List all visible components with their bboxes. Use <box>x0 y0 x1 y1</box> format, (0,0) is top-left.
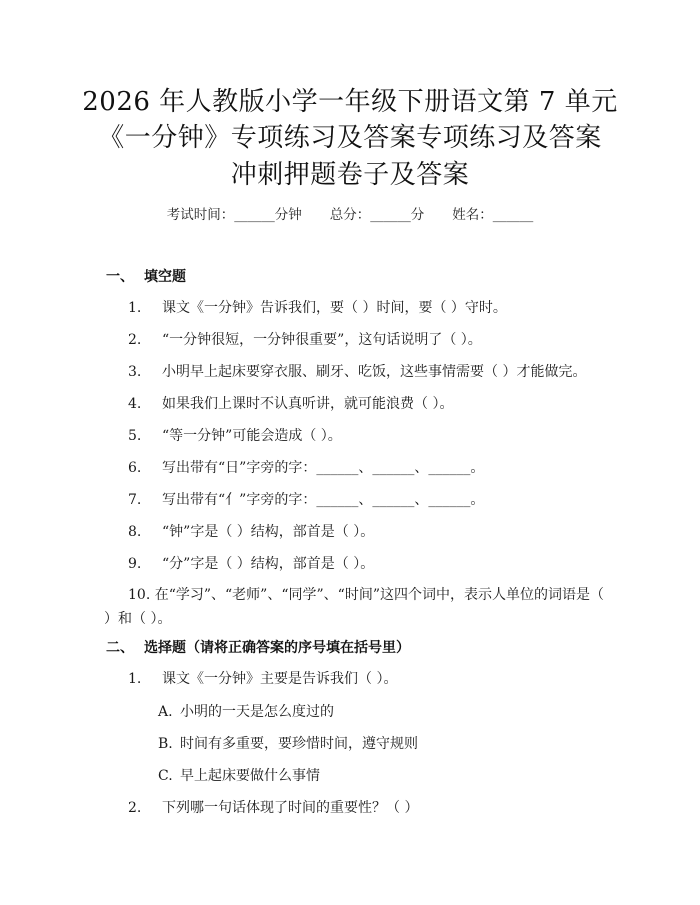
question-number: 4. <box>128 396 142 412</box>
question-text: 课文《一分钟》主要是告诉我们（ ）。 <box>162 671 398 687</box>
fill-question-6 <box>128 458 608 478</box>
section-1-title: 填空题 <box>144 269 186 285</box>
question-number: 7. <box>128 492 142 508</box>
choice-question-2 <box>128 798 608 818</box>
section-2-number: 二、 <box>106 640 134 656</box>
question-number: 6. <box>128 460 142 476</box>
question-number: 1. <box>128 300 142 316</box>
fill-question-9 <box>128 554 608 574</box>
option-label: C. <box>158 768 173 784</box>
question-text: 如果我们上课时不认真听讲，就可能浪费（ ）。 <box>162 396 454 412</box>
choice-question-1 <box>128 669 608 689</box>
section-2-title: 选择题（请将正确答案的序号填在括号里） <box>144 640 410 656</box>
option-text: 小明的一天是怎么度过的 <box>180 704 334 720</box>
fill-question-3 <box>128 362 608 382</box>
title-line-2: 《一分钟》专项练习及答案专项练习及答案 <box>98 123 602 153</box>
student-name: 姓名：______ <box>452 207 534 223</box>
question-number: 1. <box>128 671 142 687</box>
question-number: 8. <box>128 524 142 540</box>
fill-question-7 <box>128 490 608 510</box>
section-1-heading <box>106 267 186 287</box>
question-number: 2. <box>128 332 142 348</box>
question-text: “钟”字是（ ）结构，部首是（ ）。 <box>162 524 375 540</box>
option-b <box>158 734 418 754</box>
option-text: 时间有多重要，要珍惜时间，遵守规则 <box>180 736 418 752</box>
section-1-number: 一、 <box>106 269 134 285</box>
fill-question-1 <box>128 298 608 318</box>
option-c <box>158 766 320 786</box>
fill-question-10: 10. 在“学习”、“老师”、“同学”、“时间”这四个词中，表示人单位的词语是（ ）和（ ）。 <box>104 587 604 627</box>
question-text: “分”字是（ ）结构，部首是（ ）。 <box>162 556 375 572</box>
exam-time: 考试时间：______分钟 <box>166 207 302 223</box>
fill-question-5 <box>128 426 608 446</box>
question-number: 5. <box>128 428 142 444</box>
fill-question-2 <box>128 330 608 350</box>
title-line-3: 冲刺押题卷子及答案 <box>230 160 470 190</box>
section-2-heading <box>106 638 410 658</box>
exam-meta <box>0 206 700 224</box>
option-text: 早上起床要做什么事情 <box>180 768 320 784</box>
title-line-1: 2026 年人教版小学一年级下册语文第 7 单元 <box>82 87 618 117</box>
question-number: 2. <box>128 800 142 816</box>
fill-question-4 <box>128 394 608 414</box>
option-a <box>158 702 334 722</box>
question-number: 9. <box>128 556 142 572</box>
question-number: 3. <box>128 364 142 380</box>
question-text: 写出带有“亻”字旁的字：______、______、______。 <box>162 492 485 508</box>
question-text: 下列哪一句话体现了时间的重要性？（ ） <box>162 800 419 816</box>
fill-question-8 <box>128 522 608 542</box>
option-label: B. <box>158 736 173 752</box>
question-text: “等一分钟”可能会造成（ ）。 <box>162 428 342 444</box>
question-text: 小明早上起床要穿衣服、刷牙、吃饭，这些事情需要（ ）才能做完。 <box>162 364 587 380</box>
question-text: 写出带有“日”字旁的字：______、______、______。 <box>162 460 485 476</box>
option-label: A. <box>158 704 173 720</box>
question-text: “一分钟很短，一分钟很重要”，这句话说明了（ ）。 <box>162 332 482 348</box>
total-score: 总分：______分 <box>329 207 425 223</box>
question-text: 课文《一分钟》告诉我们，要（ ）时间，要（ ）守时。 <box>162 300 507 316</box>
